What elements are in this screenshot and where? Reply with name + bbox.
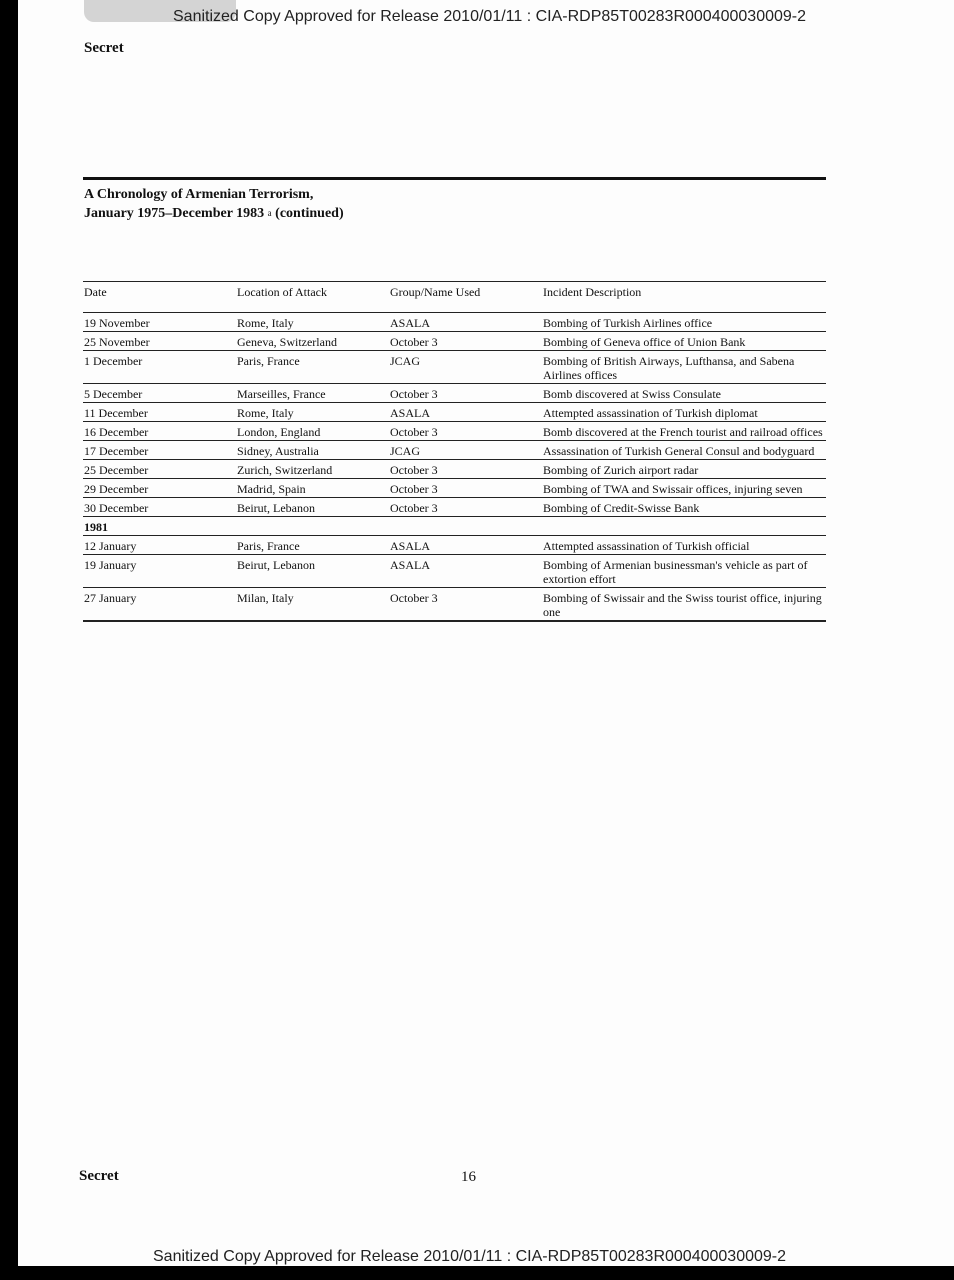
column-header-location: Location of Attack (236, 282, 389, 313)
cell-description: Assassination of Turkish General Consul and bodyguard (542, 441, 826, 460)
table-row (83, 313, 826, 332)
cell-date: 19 November (83, 313, 236, 332)
cell-group: October 3 (389, 384, 542, 403)
cell-location: Milan, Italy (236, 588, 389, 622)
table-row (83, 588, 826, 622)
table-row (83, 384, 826, 403)
cell-location: Rome, Italy (236, 313, 389, 332)
title-line-1: A Chronology of Armenian Terrorism, (84, 187, 314, 202)
cell-description: Bombing of Geneva office of Union Bank (542, 332, 826, 351)
cell-description: Bombing of Credit-Swisse Bank (542, 498, 826, 517)
cell-location: Rome, Italy (236, 403, 389, 422)
cell-date: 25 December (83, 460, 236, 479)
cell-location: Geneva, Switzerland (236, 332, 389, 351)
cell-description: Bombing of TWA and Swissair offices, injuring seven (542, 479, 826, 498)
cell-description: Attempted assassination of Turkish diplomat (542, 403, 826, 422)
cell-description: Bombing of Swissair and the Swiss tourist office, injuring one (542, 588, 826, 622)
cell-description: Bomb discovered at the French tourist and railroad offices (542, 422, 826, 441)
cell-description: Bombing of British Airways, Lufthansa, and Sabena Airlines offices (542, 351, 826, 384)
cell-group: ASALA (389, 313, 542, 332)
cell-date: 11 December (83, 403, 236, 422)
classification-bottom: Secret (79, 1168, 119, 1184)
cell-date: 30 December (83, 498, 236, 517)
cell-description: Bomb discovered at Swiss Consulate (542, 384, 826, 403)
table-row (83, 460, 826, 479)
release-notice-top: Sanitized Copy Approved for Release 2010/01/11 : CIA-RDP85T00283R000400030009-2 (173, 8, 807, 25)
cell-group: ASALA (389, 536, 542, 555)
cell-date: 12 January (83, 536, 236, 555)
column-header-date: Date (83, 282, 236, 313)
cell-group: October 3 (389, 479, 542, 498)
year-row (83, 517, 826, 536)
cell-location: Sidney, Australia (236, 441, 389, 460)
year-label: 1981 (83, 517, 826, 536)
table-row (83, 351, 826, 384)
table-row (83, 536, 826, 555)
cell-group: October 3 (389, 332, 542, 351)
column-header-group: Group/Name Used (389, 282, 542, 313)
title-rule (83, 177, 826, 180)
cell-date: 5 December (83, 384, 236, 403)
cell-location: Beirut, Lebanon (236, 555, 389, 588)
cell-group: JCAG (389, 441, 542, 460)
cell-date: 19 January (83, 555, 236, 588)
cell-location: Beirut, Lebanon (236, 498, 389, 517)
title-suffix: (continued) (275, 206, 344, 221)
cell-location: London, England (236, 422, 389, 441)
page-number: 16 (461, 1169, 476, 1185)
cell-description: Attempted assassination of Turkish official (542, 536, 826, 555)
chronology-table (83, 281, 826, 622)
cell-description: Bombing of Zurich airport radar (542, 460, 826, 479)
footnote-marker: a (267, 208, 272, 218)
cell-location: Marseilles, France (236, 384, 389, 403)
cell-date: 29 December (83, 479, 236, 498)
table-row (83, 403, 826, 422)
release-notice-bottom: Sanitized Copy Approved for Release 2010/01/11 : CIA-RDP85T00283R000400030009-2 (153, 1248, 787, 1265)
cell-group: JCAG (389, 351, 542, 384)
column-header-description: Incident Description (542, 282, 826, 313)
cell-location: Zurich, Switzerland (236, 460, 389, 479)
classification-top: Secret (84, 40, 124, 56)
cell-description: Bombing of Turkish Airlines office (542, 313, 826, 332)
cell-date: 25 November (83, 332, 236, 351)
table-row (83, 498, 826, 517)
cell-location: Madrid, Spain (236, 479, 389, 498)
table-row (83, 422, 826, 441)
cell-location: Paris, France (236, 351, 389, 384)
title-line-2 (84, 204, 344, 223)
cell-location: Paris, France (236, 536, 389, 555)
cell-date: 16 December (83, 422, 236, 441)
cell-description: Bombing of Armenian businessman's vehicle as part of extortion effort (542, 555, 826, 588)
cell-date: 17 December (83, 441, 236, 460)
table-row (83, 555, 826, 588)
document-title (84, 185, 344, 223)
table-row (83, 441, 826, 460)
cell-group: October 3 (389, 460, 542, 479)
cell-date: 1 December (83, 351, 236, 384)
table-row (83, 479, 826, 498)
document-page (18, 0, 954, 1266)
cell-group: October 3 (389, 588, 542, 622)
cell-group: ASALA (389, 403, 542, 422)
table-row (83, 332, 826, 351)
table-header-row (83, 282, 826, 313)
cell-group: ASALA (389, 555, 542, 588)
cell-group: October 3 (389, 422, 542, 441)
cell-group: October 3 (389, 498, 542, 517)
title-date-range: January 1975–December 1983 (84, 206, 265, 221)
cell-date: 27 January (83, 588, 236, 622)
